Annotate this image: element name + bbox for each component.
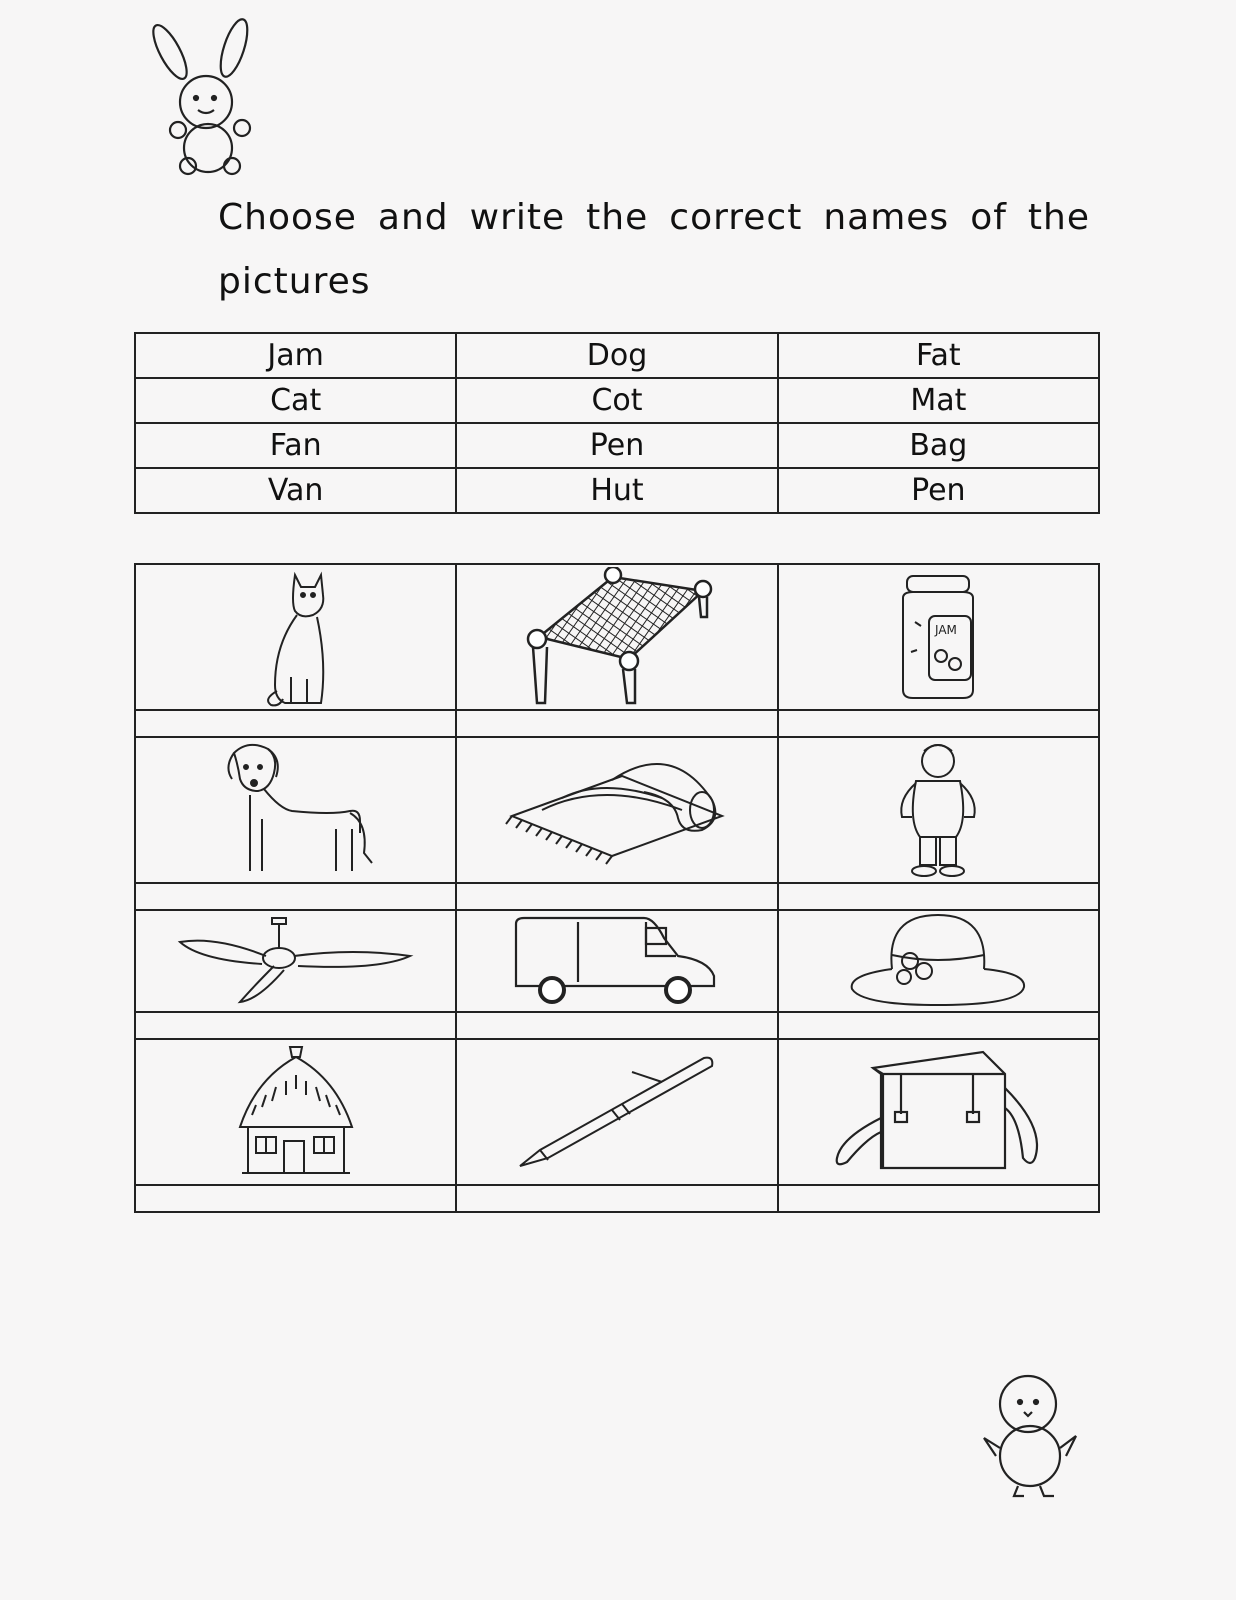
chick-icon — [978, 1370, 1078, 1500]
picture-row — [135, 910, 1099, 1012]
picture-row — [135, 1039, 1099, 1185]
bunny-icon — [148, 14, 264, 180]
table-row — [135, 423, 1099, 468]
answer-cell[interactable] — [135, 1012, 456, 1039]
word-cell: Bag — [778, 423, 1099, 468]
pen-icon — [512, 1052, 722, 1172]
fat-boy-icon — [890, 739, 986, 881]
picture-cell — [135, 1039, 456, 1185]
answer-cell[interactable] — [778, 710, 1099, 737]
answer-cell[interactable] — [135, 883, 456, 910]
answer-cell[interactable] — [778, 1012, 1099, 1039]
instruction-text: Choose and write the correct names of the pictures — [218, 197, 1090, 302]
table-row — [135, 378, 1099, 423]
picture-cell — [135, 564, 456, 710]
hut-icon — [236, 1045, 356, 1179]
mat-icon — [502, 740, 732, 880]
word-cell: Dog — [456, 333, 777, 378]
cat-icon — [251, 567, 341, 707]
table-row — [135, 333, 1099, 378]
word-cell: Jam — [135, 333, 456, 378]
answer-row — [135, 883, 1099, 910]
answer-cell[interactable] — [135, 710, 456, 737]
picture-cell — [135, 910, 456, 1012]
answer-cell[interactable] — [456, 883, 777, 910]
answer-row — [135, 1185, 1099, 1212]
hat-icon — [848, 913, 1028, 1009]
word-cell: Van — [135, 468, 456, 513]
picture-cell — [135, 737, 456, 883]
word-cell: Cat — [135, 378, 456, 423]
picture-cell — [456, 910, 777, 1012]
picture-cell — [456, 564, 777, 710]
picture-table — [134, 563, 1100, 1213]
jam-jar-icon — [893, 572, 983, 702]
answer-row — [135, 710, 1099, 737]
bag-icon — [833, 1048, 1043, 1176]
word-cell: Fan — [135, 423, 456, 468]
word-cell: Cot — [456, 378, 777, 423]
picture-row — [135, 564, 1099, 710]
picture-cell — [778, 1039, 1099, 1185]
van-icon — [512, 916, 722, 1006]
word-cell: Hut — [456, 468, 777, 513]
word-cell: Pen — [456, 423, 777, 468]
picture-cell — [778, 737, 1099, 883]
picture-cell — [456, 737, 777, 883]
picture-cell — [778, 564, 1099, 710]
cot-icon — [517, 567, 717, 707]
word-cell: Mat — [778, 378, 1099, 423]
jar-label: JAM — [935, 623, 958, 637]
picture-cell — [456, 1039, 777, 1185]
answer-cell[interactable] — [135, 1185, 456, 1212]
fan-icon — [176, 916, 416, 1006]
answer-cell[interactable] — [456, 1012, 777, 1039]
answer-row — [135, 1012, 1099, 1039]
word-cell: Pen — [778, 468, 1099, 513]
answer-cell[interactable] — [778, 883, 1099, 910]
word-cell: Fat — [778, 333, 1099, 378]
answer-cell[interactable] — [778, 1185, 1099, 1212]
picture-row — [135, 737, 1099, 883]
dog-icon — [216, 739, 376, 881]
word-bank-table — [134, 332, 1100, 514]
picture-cell — [778, 910, 1099, 1012]
answer-cell[interactable] — [456, 710, 777, 737]
answer-cell[interactable] — [456, 1185, 777, 1212]
table-row — [135, 468, 1099, 513]
